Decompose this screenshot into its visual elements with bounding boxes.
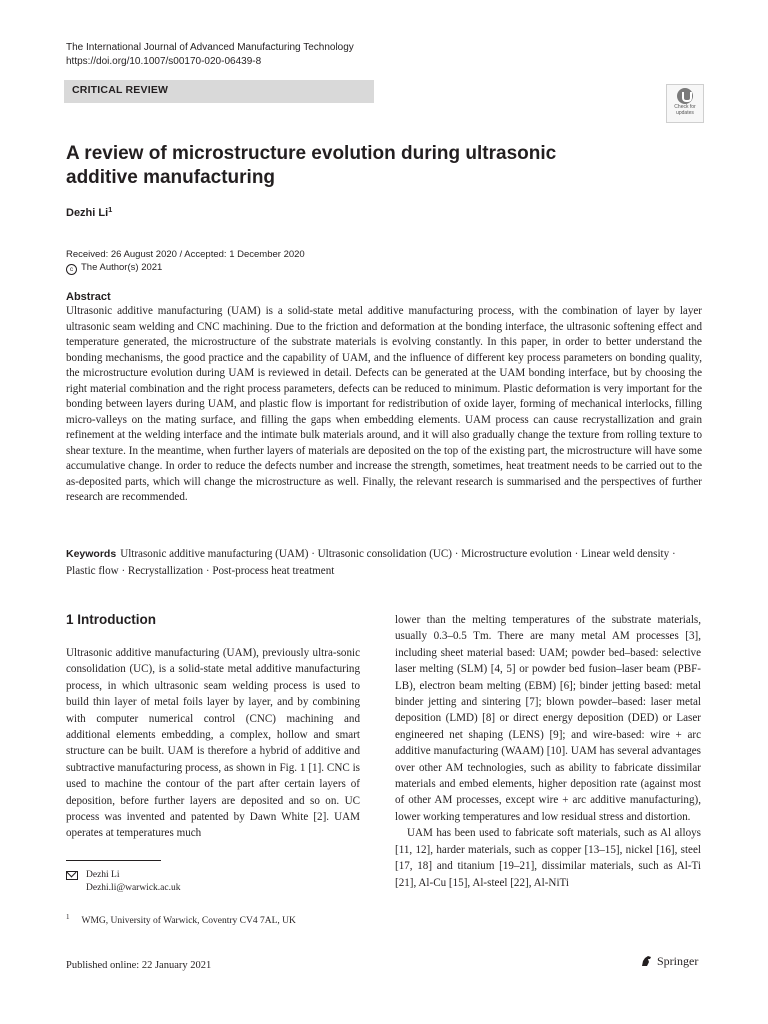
check-for-updates-line2: updates (676, 109, 694, 116)
affiliation-marker: 1 (66, 913, 70, 921)
section-heading-introduction: 1 Introduction (66, 612, 156, 627)
envelope-icon (66, 871, 78, 880)
affiliation-text: WMG, University of Warwick, Coventry CV4 7AL, UK (81, 916, 296, 927)
check-for-updates-icon (677, 88, 693, 104)
keywords-label: Keywords (66, 548, 117, 560)
keywords-list: Ultrasonic additive manufacturing (UAM) · Ultrasonic consolidation (UC) · Microstructure evolution · Linear weld density · Plastic flow · Recrystallization · Post-process heat treatment (66, 548, 676, 577)
abstract-heading: Abstract (66, 291, 111, 303)
keywords (66, 546, 706, 580)
article-type-label: CRITICAL REVIEW (72, 84, 169, 96)
corresponding-author-email[interactable]: Dezhi.li@warwick.ac.uk (86, 883, 181, 893)
author[interactable] (66, 207, 112, 219)
article-type-band (64, 80, 374, 103)
copyright (66, 261, 162, 275)
corresponding-author-name: Dezhi Li (86, 870, 120, 880)
intro-right-column (395, 612, 701, 891)
intro-paragraph-2: UAM has been used to fabricate soft materials, such as Al alloys [11, 12], harder materials, such as copper [13–15], nickel [16], steel [17, 18] and titanium [19–21], dissimilar materials, such as Al-Ti [21], Al-Cu [15], Al-steel [22], Al-NiTi (395, 827, 701, 889)
journal-name: The International Journal of Advanced Manufacturing Technology (66, 42, 354, 53)
abstract-text: Ultrasonic additive manufacturing (UAM) is a solid-state metal additive manufacturing process, with the combination of layer by layer ultrasonic seam welding and CNC machining. Due to the friction and deformation at the bonding interface, the ultrasonic softening effect and temperature generated, the microstructure of the substrate materials is evolving constantly. In this paper, in order to better understand the bonding mechanisms, the good practice and the capability of UAM, and the influence of different key process parameters on bonding quality, the microstructure evolution during UAM is reviewed in detail. Defects can be generated at the UAM bonding interface, but by choosing the right material combination and the right process parameters, defects can be reduced to minimum. Plastic deformation is very important for the bonding between layers during UAM, and plastic flow is important for redistribution of oxide layer, forming of mechanical interlocks, filling micro-valleys on the mating surface, and filling the gaps when embedding elements. UAM process can cause recrystallization and grain refinement at the welding interface and the intimate bulk materials around, and it will also gradually change the texture from rolling texture to shear texture. In the meantime, when further layers of materials are deposited on the top of the existing part, the microstructure will have some accumulative change. In order to reduce the defects number and increase the strength, sometimes, heat treatment needs to be carried out to the as-deposited parts, which will change the microstructure as well. Finally, the relevant research is summarised and the perspectives of further research are recommended. (66, 305, 702, 503)
received-accepted-dates: Received: 26 August 2020 / Accepted: 1 December 2020 (66, 249, 305, 260)
copyright-text: The Author(s) 2021 (81, 262, 163, 273)
springer-horse-icon (640, 954, 653, 967)
copyright-icon: c (66, 264, 77, 275)
author-affiliation-marker: 1 (108, 205, 113, 214)
check-for-updates-badge[interactable] (666, 84, 704, 123)
check-for-updates-line1: Check for (674, 104, 696, 110)
springer-logo (640, 954, 698, 969)
springer-wordmark: Springer (657, 954, 699, 968)
published-online-date: Published online: 22 January 2021 (66, 960, 212, 971)
article-title: A review of microstructure evolution during ultrasonic additive manufacturing (66, 143, 557, 188)
intro-paragraph-1-continued: lower than the melting temperatures of the substrate materials, usually 0.3–0.5 Tm. There are many metal AM processes [3], including sheet material based: UAM; powder bed–based: selective laser melting (SLM) [4, 5] or powder bed fusion–laser beam (PBF-LB), electron beam melting (EBM) [6]; binder jetting based: metal binder jetting and sintering [7]; blown powder–based: laser metal deposition (LMD) [8] or direct energy deposition (DED) or Laser engineered net shaping (LENS) [9]; and wire-based: wire + arc additive manufacturing (WAAM) [10]. UAM has several advantages over other AM technologies, such as ability to fabricate dissimilar materials and embed elements, higher deposition rate (against most of other AM processes, except wire + arc additive manufacturing), lower working temperatures and low residual stress and distortion. (395, 614, 701, 823)
corresponding-author (66, 869, 180, 895)
footnote-divider (66, 860, 161, 861)
affiliation (66, 911, 296, 928)
intro-paragraph-1: Ultrasonic additive manufacturing (UAM), previously ultra-sonic consolidation (UC), is a solid-state metal additive manufacturing process, in which ultrasonic seam welding process is used to build thin layer of metal foils layer by layer, and by combining with computer numerical control (CNC) machining and additional elements embedding, a complex, hollow and smart structure can be built. UAM is therefore a hybrid of additive and subtractive manufacturing process, as shown in Fig. 1 [1]. CNC is used to machine the contour of the part after certain layers of deposition, before further layers are deposited and so on. UC process was invented and patented by Dawn White [2]. UAM operates at temperatures much (66, 647, 360, 840)
intro-left-column (66, 645, 360, 842)
doi-link[interactable]: https://doi.org/10.1007/s00170-020-06439-8 (66, 56, 262, 67)
author-name: Dezhi Li (66, 207, 109, 219)
